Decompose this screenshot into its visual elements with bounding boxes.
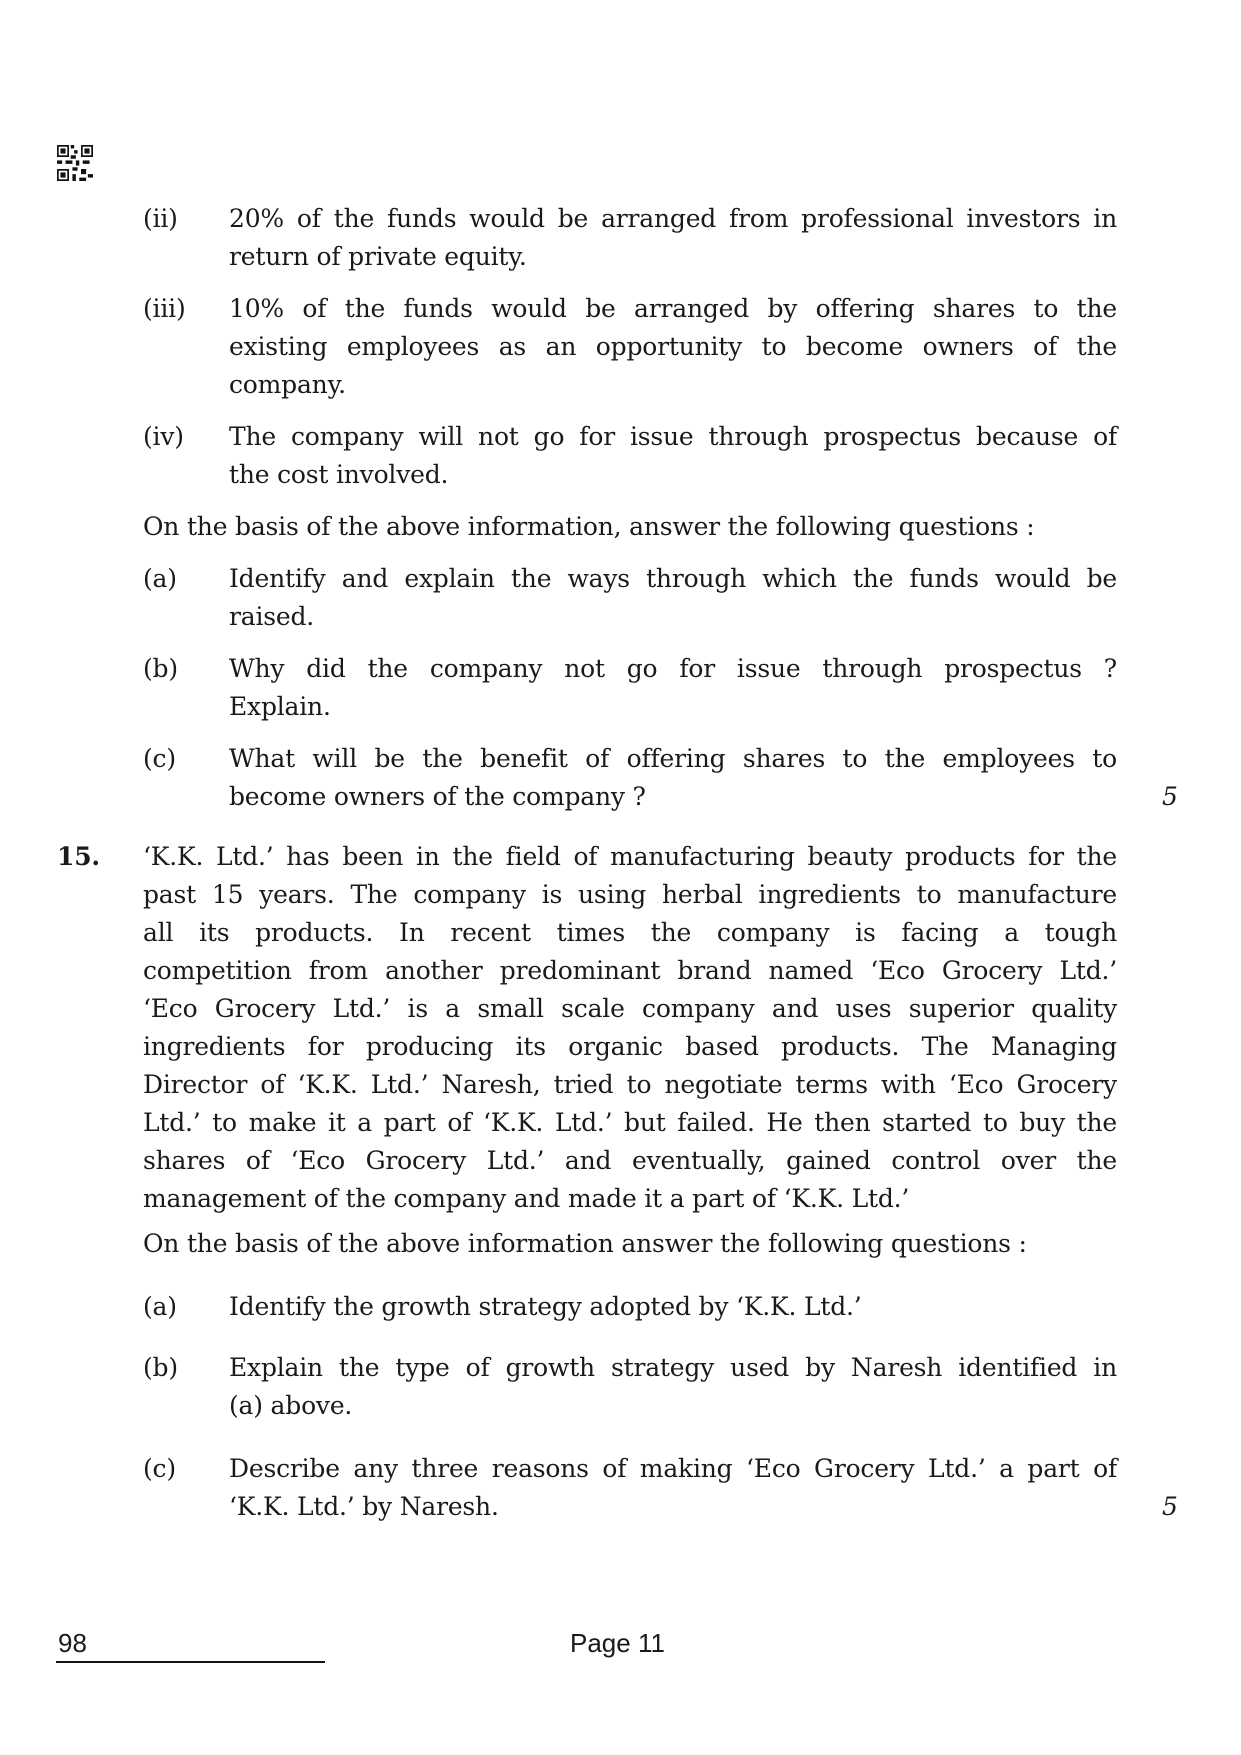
item-text [229,200,1117,276]
text-line: ‘K.K. Ltd.’ by Naresh. [229,1492,499,1521]
text-line: shares of ‘Eco Grocery Ltd.’ and eventually, gained control over the [143,1146,1117,1175]
subquestion-label: (a) [143,564,177,593]
text-line: (a) above. [229,1391,353,1420]
text-line: company. [229,370,346,399]
page-number: Page 11 [570,1628,665,1658]
text-line: existing employees as an opportunity to become owners of the [229,332,1117,361]
subquestion-text [229,740,1117,816]
text-line: raised. [229,602,315,631]
subquestion-label: (b) [143,654,178,683]
text-line: competition from another predominant brand named ‘Eco Grocery Ltd.’ [143,956,1117,985]
text-line: Ltd.’ to make it a part of ‘K.K. Ltd.’ but failed. He then started to buy the [143,1108,1117,1137]
text-line: ‘Eco Grocery Ltd.’ is a small scale company and uses superior quality [143,994,1117,1023]
subquestion-text [229,560,1117,636]
footer-divider [56,1661,325,1663]
subquestion-text [229,1288,1117,1326]
text-line: past 15 years. The company is using herbal ingredients to manufacture [143,880,1117,909]
text-line: What will be the benefit of offering shares to the employees to [229,744,1117,773]
question-text [143,838,1117,1218]
text-line: Identify the growth strategy adopted by ‘K.K. Ltd.’ [229,1292,862,1321]
text-line: all its products. In recent times the company is facing a tough [143,918,1117,947]
text-line: 10% of the funds would be arranged by offering shares to the [229,294,1117,323]
subquestion-label: (c) [143,1454,176,1483]
text-line: 20% of the funds would be arranged from professional investors in [229,204,1117,233]
marks-label: 5 [1162,1492,1178,1521]
text-line: the cost involved. [229,460,449,489]
text-line: Identify and explain the ways through which the funds would be [229,564,1117,593]
subquestion-label: (a) [143,1292,177,1321]
text-line: ‘K.K. Ltd.’ has been in the field of manufacturing beauty products for the [143,842,1117,871]
marks-label: 5 [1162,782,1178,811]
text-line: Explain. [229,692,331,721]
item-label: (ii) [143,204,178,233]
text-line: management of the company and made it a part of ‘K.K. Ltd.’ [143,1184,910,1213]
text-line: ingredients for producing its organic based products. The Managing [143,1032,1117,1061]
prompt-text: On the basis of the above information answer the following questions : [143,1229,1027,1258]
text-line: become owners of the company ? [229,782,646,811]
subquestion-label: (c) [143,744,176,773]
paper-code: 98 [58,1628,87,1658]
subquestion-label: (b) [143,1353,178,1382]
subquestion-text [229,650,1117,726]
text-line: Why did the company not go for issue through prospectus ? [229,654,1117,683]
text-line: return of private equity. [229,242,527,271]
text-line: Explain the type of growth strategy used by Naresh identified in [229,1353,1117,1382]
subquestion-text [229,1450,1117,1526]
prompt-text: On the basis of the above information, answer the following questions : [143,512,1035,541]
subquestion-text [229,1349,1117,1425]
question-number: 15. [57,842,100,871]
item-text [229,290,1117,404]
text-line: The company will not go for issue through prospectus because of [229,422,1117,451]
qr-code-icon [57,145,93,181]
item-label: (iii) [143,294,186,323]
text-line: Describe any three reasons of making ‘Eco Grocery Ltd.’ a part of [229,1454,1117,1483]
text-line: Director of ‘K.K. Ltd.’ Naresh, tried to negotiate terms with ‘Eco Grocery [143,1070,1117,1099]
item-text [229,418,1117,494]
item-label: (iv) [143,422,184,451]
